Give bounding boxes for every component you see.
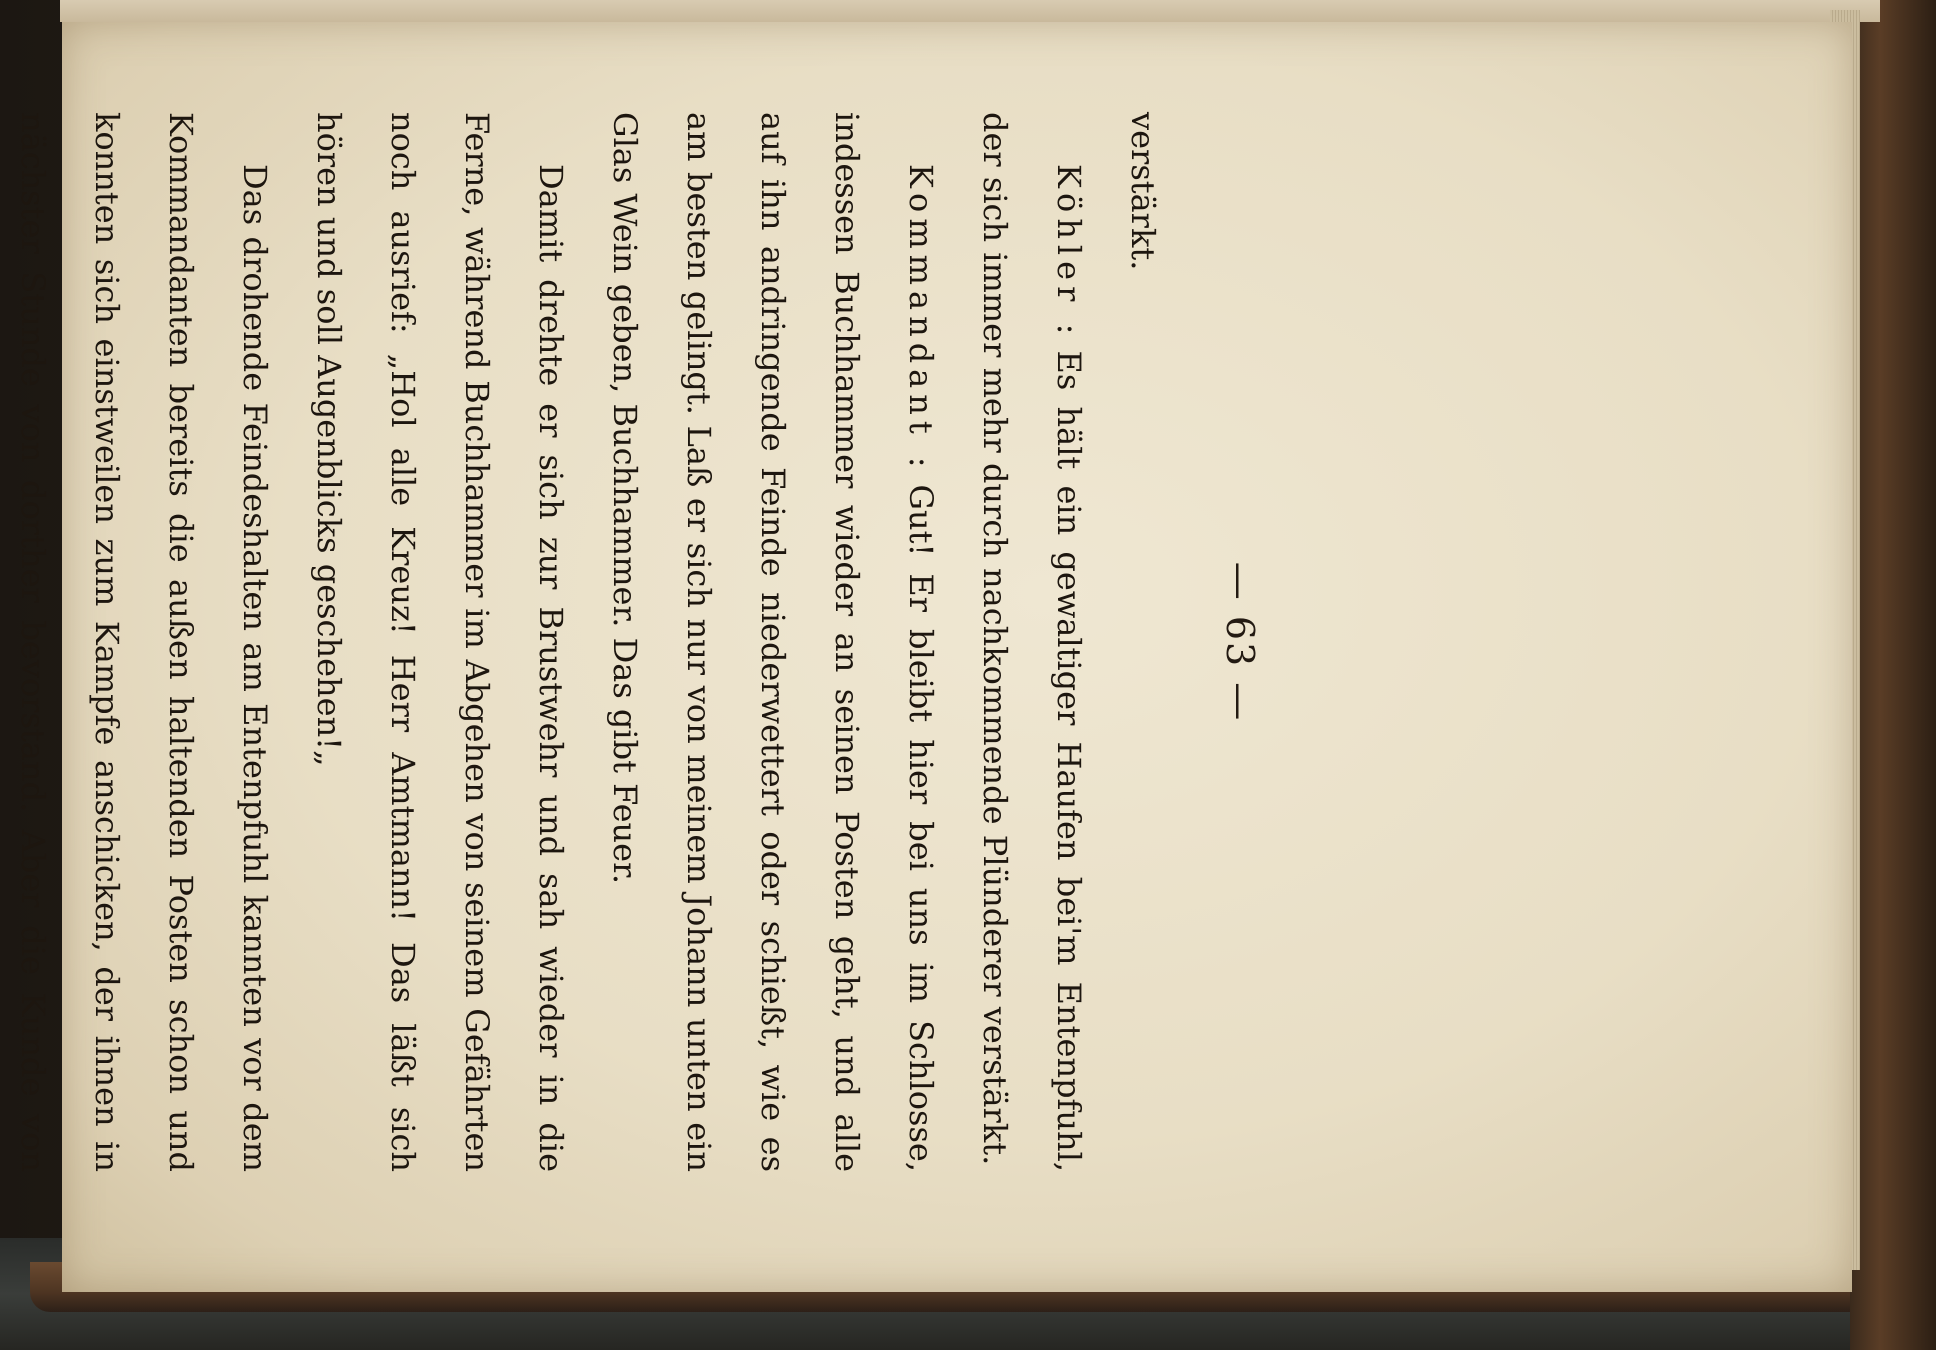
book-page (14, 22, 1852, 1292)
paragraph-text: : Gut! Er bleibt hier bei uns im Schlosse, indessen Buchhammer wieder an seinen Posten geht, und alle auf ihn andringende Feinde niederwettert oder schießt, wie es am besten gelingt. Laß er sich nur von meinem Johann unten ein Glas Wein geben, Buchhammer. Das gibt Feuer. (606, 112, 940, 1172)
paragraph-text: Damit drehte er sich zur Brustwehr und sah wieder in die Ferne, während Buchhammer im Abgehen von seinem Gefährten noch ausrief: „Hol alle Kreuz! Herr Amtmann! Das läßt sich hören und soll Augenblicks geschehen!„ (310, 112, 570, 1172)
speaker-name: Köhler (1050, 164, 1088, 308)
paragraph-3 (588, 112, 958, 1172)
paragraph-5 (0, 112, 292, 1172)
page-number: — 63 — (1218, 561, 1262, 723)
speaker-name: Kommandant (902, 164, 940, 440)
paragraph-text: : Es hält ein gewaltiger Haufen bei'm Entenpfuhl, der sich immer mehr durch nachkommende Plünderer verstärkt. (976, 112, 1088, 1173)
page-text-block (0, 112, 1262, 1172)
book-cover-right-edge (1850, 0, 1936, 1350)
paragraph-text: Das drohende Feindeshalten am Entenpfuhl kannten vor dem Kommandanten bereits die außen haltenden Posten schon und konnten sich einstweilen zum Kampfe anschicken, der ihnen in nächster Stunde von dorther bevorstand. Aber die Kunde von (14, 112, 274, 1172)
paragraph-2 (958, 112, 1106, 1172)
paragraph-text: verstärkt. (1124, 112, 1162, 271)
paragraph-1 (1106, 112, 1180, 1172)
opposite-page-edge (60, 0, 1880, 22)
paragraph-4 (292, 112, 588, 1172)
